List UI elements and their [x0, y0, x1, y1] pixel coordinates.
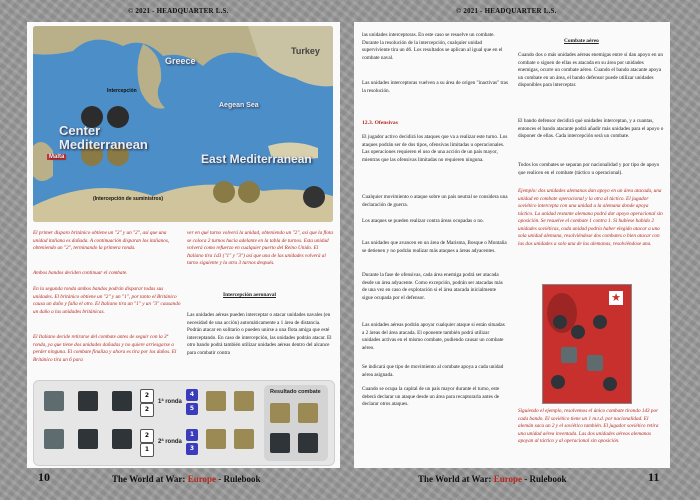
footer-title-c: - Rulebook: [216, 474, 261, 484]
right-page: [354, 22, 670, 468]
section-heading-ofensivas: 12.3. Ofensivas: [362, 120, 398, 126]
label-turkey: Turkey: [291, 46, 320, 56]
subheading-intercepcion: Intercepción aeronaval: [223, 292, 276, 298]
right-paragraph-3: El jugador activo decidirá los ataques que va a realizar este turno. Los ataques podrán ser de dos tipos, ofensivas limitadas u operacionales. Las operaciones requieren el uso de una acción de un país mayor, mientras que las ofensivas limitadas no requieren ninguna.: [362, 134, 508, 163]
label-aegean: Aegean Sea: [219, 102, 259, 109]
left-paragraph-4: El Italiano decide retirarse del combate antes de seguir con la 3ª ronda, ya que tiene dos unidades dañadas y no quiere arriesgarse a perder ninguna. El combate finaliza y ahora es tira por los daños. El Británico tira un 6 para: [33, 334, 177, 363]
die-round2-b: 1: [140, 443, 154, 457]
label-center-med: Center Mediterranean: [59, 123, 148, 152]
die-round1-d: 5: [186, 403, 198, 415]
footer-title-b: Europe: [187, 474, 217, 484]
unit-counter: [206, 391, 226, 411]
right-col2-example: Ejemplo: dos unidades alemanas dan apoyo en un área atacada, una unidad en combate operacional y la otra al táctico. El jugador soviético intercepta con una unidad a la alemana donde apoya táctico. La unidad restante alemana podrá dar apoyo operacional sin oposición. Se resuelve el combate 1 contra 1. Si hubiese habido 2 unidades soviéticas, cada unidad podría haber elegido atacar a una sola unidad alemana, resolviéndose dos combates o bien atacar con las dos unidades a solo una de las alemanas, resolviéndose una.: [518, 188, 663, 247]
right-paragraph-7: Durante la fase de ofensivas, cada área enemiga podrá ser atacada desde un área adyacente. Como excepción, podrán ser atacadas más de una vez en caso de explotación si el área atacada inicialmente sigue ocupada por el defensor.: [362, 272, 503, 301]
right-col2-paragraph-3: Todos los combates se separan por nacionalidad y por tipo de apoyo que realicen en el combate (táctico u operacional).: [518, 162, 660, 176]
combat-example-panel: [33, 380, 335, 466]
die-round2-d: 3: [186, 443, 198, 455]
left-col2-paragraph-1: ver en qué turno volverá la unidad, obteniendo un "2", así que la flota se coloca 2 turnos hacia adelante en la tabla de turnos. Esta unidad volverá como refuerzo en cualquier puerto del Reino Unido. El Italiano tira 1d3 ("1" y "3") así que una de las unidades volverá al turno siguiente y la otra 3 turnos después.: [187, 230, 333, 267]
label-intercepcion-s: (Intercepción de suministros): [93, 196, 164, 202]
left-paragraph-1: El primer disparo británico obtiene un "2" y un "2", así que una unidad italiana es dañada. A continuación disparan los italianos, obteniendo un "2", terminando la primera ronda.: [33, 230, 170, 252]
right-paragraph-6: Las unidades que avancen en un área de Marisma, Bosque o Montaña se detienen y no podrán realizar más ataques a áreas adyacentes.: [362, 240, 507, 254]
air-unit-counter: [551, 375, 565, 389]
left-paragraph-3: En la segunda ronda ambos bandos podrán disparar todas sus unidades. El británico obtiene un "2" y un "1", por tanto el Británico causa un daño y falla el otro. El Italiano tira un "1" y un "3" causando un daño a las unidades británicas.: [33, 286, 181, 315]
air-unit-counter: [587, 355, 603, 371]
air-unit-counter: [603, 377, 617, 391]
die-round1-a: 2: [140, 389, 154, 403]
label-greece: Greece: [165, 56, 196, 66]
unit-counter: [234, 391, 254, 411]
die-round1-c: 4: [186, 389, 198, 401]
unit-counter: [112, 391, 132, 411]
right-col2-paragraph-1: Cuando dos o más unidades aéreas enemigas entre sí dan apoyo en un combate o siguen de ellas es atacada en su área por unidades enemigas, ocurre un combate aéreo. Cuando el bando atacante apoya un combate en un área, el bando defensor puede utilizar unidades disponibles para interceptar.: [518, 52, 663, 89]
air-unit-counter: [553, 315, 567, 329]
right-paragraph-8: Las unidades aéreas podrán apoyar cualquier ataque si están situadas a 2 áreas del área atacada. El oponente también podrá utilizar unidades activas en el mismo combate, pudiendo causar un combate aéreo.: [362, 322, 505, 351]
air-unit-counter: [571, 325, 585, 339]
right-paragraph-9: Se indicará que tipo de movimiento al combate apoya a cada unidad aérea asignada.: [362, 364, 504, 378]
left-paragraph-2: Ambos bandos deciden continuar el combate.: [33, 270, 128, 276]
header-right: © 2021 - HEADQUARTER L.S.: [456, 7, 557, 15]
die-round2-a: 2: [140, 429, 154, 443]
unit-counter: [234, 429, 254, 449]
unit-stack-7: [303, 186, 325, 208]
air-combat-illustration: [542, 284, 632, 404]
map-illustration: [33, 26, 333, 222]
right-paragraph-4: Cualquier movimiento o ataque sobre un país neutral se considera una declaración de guerra.: [362, 194, 508, 208]
air-unit-counter: [593, 315, 607, 329]
label-intercepcion: Intercepción: [107, 88, 137, 94]
unit-counter: [112, 429, 132, 449]
right-paragraph-2: Las unidades interceptoras vuelven a su área de origen "inactivas" tras la resolución.: [362, 80, 508, 94]
unit-counter: [78, 391, 98, 411]
header-left: © 2021 - HEADQUARTER L.S.: [128, 7, 229, 15]
footer-title-left: [112, 474, 261, 484]
right-col2-paragraph-2: El bando defensor decidirá qué unidades interceptan, y a cuantas, entonces el bando atacante podrá añadir más unidades para el apoyo o disponer de ellas. Cada intercepción será un combate.: [518, 118, 664, 140]
footer-title-b: Europe: [493, 474, 523, 484]
air-unit-counter: [561, 347, 577, 363]
label-malta: Malta: [49, 154, 65, 160]
unit-counter: [298, 433, 318, 453]
footer-title-right: [418, 474, 567, 484]
result-title: Resultado combate: [270, 389, 321, 395]
page-number-left: 10: [38, 470, 50, 484]
right-paragraph-10: Cuando se ocupa la capital de un país mayor durante el turno, este deberá declarar un ataque desde un área para recapturarla antes de declarar otros ataques.: [362, 386, 500, 408]
right-col2-conclusion: Siguiendo el ejemplo, resolvemos el único combate tirando 1d3 por cada bando. El soviético tiene un 1 m.t.d. por nacionalidad. El alemán saca un 2 y el soviético también. El jugador soviético retira una unidad aérea inventada. Las dos unidades aéreas alemanas apoyan al táctico y al operacional sin oposición.: [518, 408, 659, 445]
footer-title-a: The World at War:: [112, 474, 188, 484]
label-east-med: East Mediterranean: [201, 152, 312, 166]
unit-counter: [270, 433, 290, 453]
unit-stack-5: [213, 181, 235, 203]
unit-counter: [270, 403, 290, 423]
die-round1-b: 2: [140, 403, 154, 417]
die-round2-c: 1: [186, 429, 198, 441]
unit-stack-6: [238, 181, 260, 203]
unit-counter: [44, 391, 64, 411]
left-col2-paragraph-2: Las unidades aéreas pueden interceptar o atacar unidades navales (en necesidad de una acción) automáticamente a 1 área de distancia. Podrán atacar en solitario o pueden unirse a una flota amiga que esté interceptando. En caso de intercepción, las unidades podrán atacar. El otro bando podrá también utilizar unidades aéreas dentro del alcance para combatir contra: [187, 312, 332, 356]
unit-counter: [44, 429, 64, 449]
unit-counter: [78, 429, 98, 449]
footer-title-a: The World at War:: [418, 474, 494, 484]
left-page: [27, 22, 340, 468]
unit-counter: [298, 403, 318, 423]
round-1-label: 1ª ronda: [158, 399, 182, 405]
page-number-right: 11: [648, 470, 660, 484]
round-2-label: 2ª ronda: [158, 439, 182, 445]
right-paragraph-5: Los ataques se pueden realizar contra áreas ocupadas o no.: [362, 218, 484, 224]
subheading-combate-aereo: Combate aéreo: [564, 38, 599, 44]
footer-title-c: - Rulebook: [522, 474, 567, 484]
soviet-star-icon: ★: [609, 291, 623, 305]
unit-counter: [206, 429, 226, 449]
right-paragraph-1: las unidades interceptoras. En este caso se resuelve un combate. Durante la resolución de la intercepción, cualquier unidad superviviente tira un d6. Los resultados se aplican al igual que en el combate naval.: [362, 32, 503, 61]
